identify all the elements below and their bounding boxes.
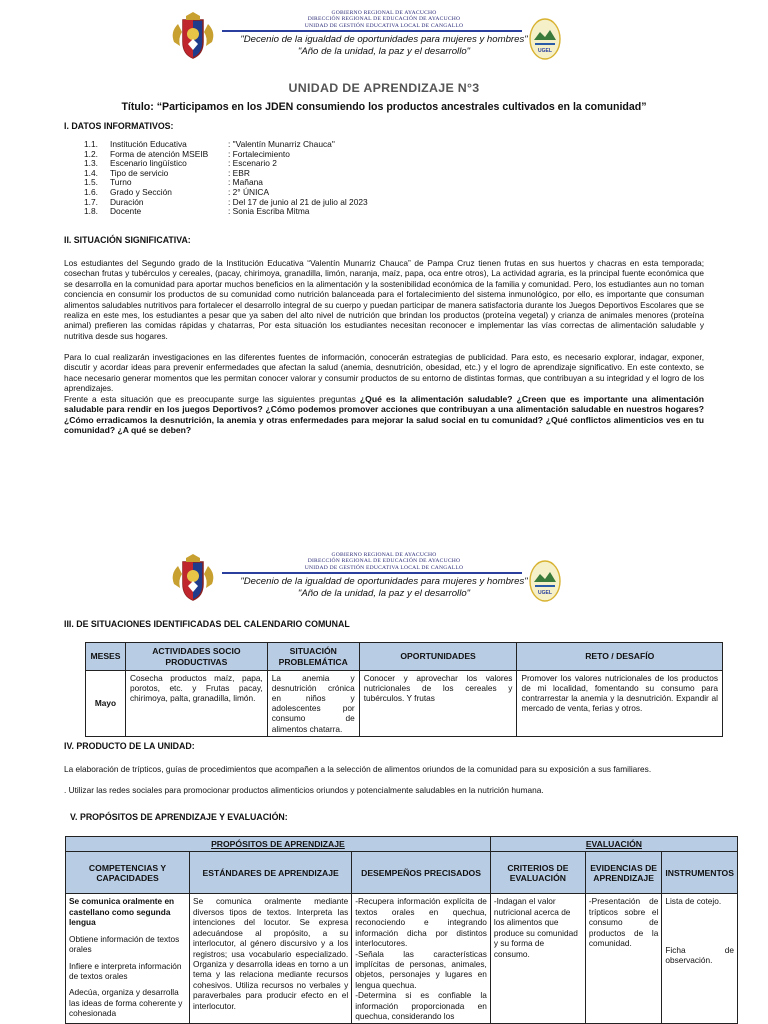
header-line-government: GOBIERNO REGIONAL DE AYACUCHO bbox=[331, 10, 437, 16]
informative-data-list bbox=[84, 139, 544, 216]
purposes-evaluation-table bbox=[65, 836, 738, 1024]
ugel-seal-icon bbox=[529, 18, 561, 60]
info-row: 1.3. Escenario lingüístico : Escenario 2 bbox=[84, 158, 277, 169]
info-row: 1.6. Grado y Sección : 2° ÚNICA bbox=[84, 186, 270, 197]
instrument-item: Ficha de observación. bbox=[665, 944, 734, 966]
product-paragraph-2: . Utilizar las redes sociales para promocionar productos alimenticios oriundos y potencialmente saludables en la nutrición humana. bbox=[64, 785, 544, 795]
header-quotes bbox=[0, 34, 768, 57]
header-quotes bbox=[0, 576, 768, 599]
info-row: 1.2. Forma de atención MSEIB : Fortalecimiento bbox=[84, 148, 290, 159]
table-group-header-row bbox=[66, 837, 738, 852]
activities-cell: Cosecha productos maíz, papa, porotos, etc. y Frutas pacay, chirimoya, palta, granadilla, limón. bbox=[125, 671, 267, 737]
opportunities-cell: Conocer y aprovechar los valores nutricionales de los cereales y tubérculos. Y frutas bbox=[359, 671, 517, 737]
situation-questions: ¿Qué es la alimentación saludable? ¿Creen que es importante una alimentación saludable para rendir en los juegos Deportivos? ¿Cómo podemos promover acciones que contribuyan a una alimentación saludable en nuestros hogares? ¿Cómo erradicamos la desnutrición, la anemia y otras enfermedades para mejorar la salud social en tu comunidad? ¿Qué conflictos alimenticios ves en tu comunidad? ¿A qué se deben? bbox=[64, 394, 704, 436]
column-header: OPORTUNIDADES bbox=[359, 643, 517, 671]
instrument-item: Lista de cotejo. bbox=[665, 896, 722, 907]
header-rule bbox=[222, 572, 522, 574]
header-rule bbox=[222, 30, 522, 32]
section-product-heading: IV. PRODUCTO DE LA UNIDAD: bbox=[64, 741, 195, 751]
table-row bbox=[86, 671, 723, 737]
column-header: COMPETENCIAS Y CAPACIDADES bbox=[66, 852, 190, 894]
info-row: 1.1. Institución Educativa : "Valentín Munarriz Chauca" bbox=[84, 139, 335, 149]
svg-text:UGEL: UGEL bbox=[538, 590, 552, 596]
ugel-seal-icon bbox=[529, 560, 561, 602]
header-line-directorate: DIRECCIÓN REGIONAL DE EDUCACIÓN DE AYACUCHO bbox=[307, 16, 461, 23]
problem-cell: La anemia y desnutrición crónica en niños y adolescentes por consumo de alimentos chatarra. bbox=[267, 671, 359, 737]
column-header: ESTÁNDARES DE APRENDIZAJE bbox=[190, 852, 352, 894]
performances-cell: -Recupera información explícita de textos orales en quechua, reconociendo e integrando información dicha por distintos interlocutores. -Señala las características implícitas de personas, animales, objetos, personajes y lugares en lengua quechua. -Determina si es confiable la información proporcionada en quechua, considerando los bbox=[352, 894, 491, 1024]
table-header-row bbox=[86, 643, 723, 671]
table-header-row bbox=[66, 852, 738, 894]
page-header bbox=[0, 550, 768, 612]
challenge-cell: Promover los valores nutricionales de los productos de mi localidad, fomentando su consumo para contrarrestar la anemia y la desnutrición. Expandir al mercado de venta, ferias y otros. bbox=[517, 671, 723, 737]
page-header bbox=[0, 8, 768, 70]
section-significant-situation-heading: II. SITUACIÓN SIGNIFICATIVA: bbox=[64, 235, 191, 245]
column-header: DESEMPEÑOS PRECISADOS bbox=[352, 852, 491, 894]
info-row: 1.7. Duración : Del 17 de junio al 21 de julio al 2023 bbox=[84, 196, 368, 207]
criteria-cell: -Indagan el valor nutricional acerca de los alimentos que produce su comunidad y su forma de consumo. bbox=[490, 894, 585, 1024]
column-header: ACTIVIDADES SOCIO PRODUCTIVAS bbox=[125, 643, 267, 671]
competence-cell bbox=[66, 894, 190, 1024]
header-year-quote: "Año de la unidad, la paz y el desarrollo" bbox=[297, 587, 471, 599]
column-header: CRITERIOS DE EVALUACIÓN bbox=[490, 852, 585, 894]
situation-paragraph-2: Para lo cual realizarán investigaciones en las diferentes fuentes de información, conocerán estrategias de publicidad. Para esto, es necesario explorar, indagar, exponer, discutir y acordar ideas para prevenir enfermedades que afectan la salud (anemia, desnutrición, obesidad, etc.) y el logro de aprendizaje significativo. En este contexto, se hace necesario generar momentos que les permitan conocer valorar y consumir productos de su entorno de distintas formas, que contribuyan a su integridad y el logro de los aprendizajes. bbox=[64, 352, 704, 394]
situation-paragraph-3 bbox=[64, 394, 704, 436]
header-decade-quote: "Decenio de la igualdad de oportunidades para mujeres y hombres" bbox=[240, 34, 528, 45]
capacity-item: Adecúa, organiza y desarrolla las ideas de forma coherente y cohesionada bbox=[69, 987, 183, 1019]
column-header: SITUACIÓN PROBLEMÁTICA bbox=[267, 643, 359, 671]
communal-calendar-table bbox=[85, 642, 723, 737]
group-header-purposes: PROPÓSITOS DE APRENDIZAJE bbox=[66, 837, 491, 852]
competence-title: Se comunica oralmente en castellano como segunda lengua bbox=[69, 896, 175, 928]
situation-paragraph-1: Los estudiantes del Segundo grado de la Institución Educativa “Valentín Munarriz Chauca” de Pampa Cruz tienen frutas en sus huertos y chacras en esta temporada; cosechan frutas y tubérculos y cereales, (pacay, chirimoya, granadilla, limón, naranja, maíz, papa, oca entre otros), La actividad agraria, es la principal fuente económica que se desarrolla en la comunidad para aportar muchos beneficios en la alimentación y la sostenibilidad económica de la familia y comunidad. Pero, los estudiantes aun no toman conciencia en consumir los productos de su comunidad como nutrición balanceada para el fortalecimiento del sistema inmunológico, por ello, es importante que consuman alimentos saludables nutritivos para fortalecer el desarrollo integral de su cuerpo y puedan participar de manera satisfactoria durante los Juegos Deportivos Escolares que se realiza en este mes, los estudiantes a pesar que ya saben del alto nivel de nutrición que brindan los productos (proteína vegetal) y crianza de animales menores (proteína animal) prefieren las comidas rápidas y chatarras, Por esta situación los estudiantes necesitan reconocer e implementar las vías correctas de alimentación saludable y nutritiva desde sus hogares. bbox=[64, 258, 704, 341]
product-paragraph-1: La elaboración de trípticos, guías de procedimientos que acompañen a la selección de alimentos oriundos de la comunidad para su exposición a sus familiares. bbox=[64, 764, 652, 774]
column-header: RETO / DESAFÍO bbox=[517, 643, 723, 671]
column-header: INSTRUMENTOS bbox=[662, 852, 738, 894]
header-institution-lines bbox=[0, 10, 768, 29]
standard-cell: Se comunica oralmente mediante diversos tipos de textos. Interpreta las intenciones del locutor. Se expresa adecuándose al propósito, a su interlocutor, al género discursivo y a los registros; usa vocabulario especializado. Organiza y desarrolla ideas en torno a un tema y las relaciona mediante recursos cohesivos. Utiliza recursos no verbales y paraverbales para producir efecto en el interlocutor. bbox=[190, 894, 352, 1024]
table-row bbox=[66, 894, 738, 1024]
unit-subtitle: Título: “Participamos en los JDEN consumiendo los productos ancestrales cultivados en la comunidad” bbox=[121, 101, 647, 113]
header-line-directorate: DIRECCIÓN REGIONAL DE EDUCACIÓN DE AYACUCHO bbox=[307, 558, 461, 565]
header-line-government: GOBIERNO REGIONAL DE AYACUCHO bbox=[331, 552, 437, 558]
header-year-quote: "Año de la unidad, la paz y el desarrollo" bbox=[297, 45, 471, 57]
header-institution-lines bbox=[0, 552, 768, 571]
info-row: 1.4. Tipo de servicio : EBR bbox=[84, 167, 250, 178]
capacity-item: Infiere e interpreta información de textos orales bbox=[69, 960, 182, 981]
evidence-cell: -Presentación de trípticos sobre el consumo de productos de la comunidad. bbox=[585, 894, 661, 1024]
info-row: 1.5. Turno : Mañana bbox=[84, 177, 263, 188]
unit-title: UNIDAD DE APRENDIZAJE N°3 bbox=[288, 81, 480, 95]
column-header: EVIDENCIAS DE APRENDIZAJE bbox=[585, 852, 661, 894]
header-line-ugel: UNIDAD DE GESTIÓN EDUCATIVA LOCAL DE CANGALLO bbox=[304, 564, 464, 571]
column-header: MESES bbox=[86, 643, 126, 671]
month-cell: Mayo bbox=[86, 671, 126, 737]
header-line-ugel: UNIDAD DE GESTIÓN EDUCATIVA LOCAL DE CANGALLO bbox=[304, 22, 464, 29]
group-header-evaluation: EVALUACIÓN bbox=[490, 837, 737, 852]
svg-text:UGEL: UGEL bbox=[538, 48, 552, 54]
section-purposes-heading: V. PROPÓSITOS DE APRENDIZAJE Y EVALUACIÓN: bbox=[70, 812, 288, 822]
header-decade-quote: "Decenio de la igualdad de oportunidades para mujeres y hombres" bbox=[240, 576, 528, 587]
capacity-item: Obtiene información de textos orales bbox=[69, 933, 180, 955]
section-calendar-heading: III. DE SITUACIONES IDENTIFICADAS DEL CALENDARIO COMUNAL bbox=[64, 619, 350, 629]
instruments-cell bbox=[662, 894, 738, 1024]
info-row: 1.8. Docente : Sonia Escriba Mitma bbox=[84, 206, 310, 217]
situation-questions-intro: Frente a esta situación que es preocupante surge las siguientes preguntas bbox=[64, 394, 360, 404]
section-informative-data-heading: I. DATOS INFORMATIVOS: bbox=[64, 121, 174, 131]
